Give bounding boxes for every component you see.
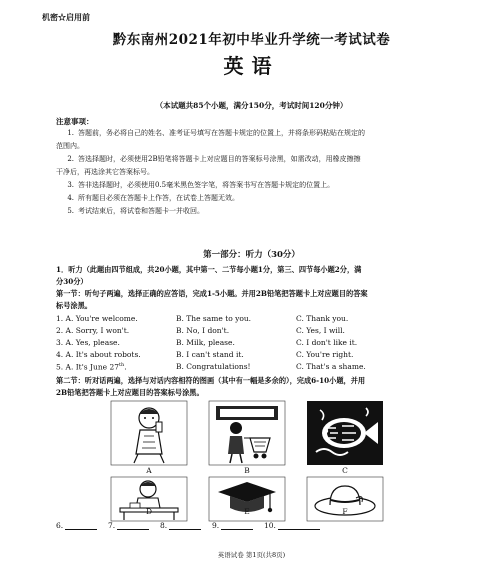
- option-a: 3. A. Yes, please.: [56, 338, 120, 347]
- question-intro: 1．听力（此题由四节组成，共20小题，其中第一、二节每小题1分，第三、四节每小题2分，满: [56, 265, 362, 274]
- answer-blank[interactable]: 8.: [160, 521, 201, 530]
- question-row: [56, 362, 456, 373]
- question-row: [56, 314, 456, 325]
- option-c: C. That's a shame.: [296, 362, 366, 371]
- note-item: 干净后，再选涂其它答案标号。: [56, 168, 154, 176]
- section2-instruction-cont: 2B铅笔把答题卡上对应题目的答案标号涂黑。: [56, 388, 204, 397]
- answer-blank[interactable]: 9.: [212, 521, 253, 530]
- answer-blanks: [56, 521, 366, 531]
- option-c: C. Yes, I will.: [296, 326, 345, 335]
- picture-label: A: [146, 466, 152, 475]
- option-a: 2. A. Sorry, I won't.: [56, 326, 130, 335]
- option-b: B. Congratulations!: [176, 362, 251, 371]
- note-item: 5. 考试结束后，将试卷和答题卡一并收回。: [67, 207, 204, 215]
- option-b: B. No, I don't.: [176, 326, 230, 335]
- question-row: [56, 338, 456, 349]
- notes-heading: 注意事项：: [56, 117, 94, 126]
- note-item: 3. 答非选择题时，必须使用0.5毫米黑色签字笔，将答案书写在答题卡规定的位置上。: [67, 181, 335, 189]
- option-a: 1. A. You're welcome.: [56, 314, 138, 323]
- option-c: C. You're right.: [296, 350, 354, 359]
- papercut-fish-icon: [306, 400, 384, 466]
- question-intro-cont: 分30分）: [56, 277, 88, 286]
- option-a: 5. A. It's June 27th.: [56, 362, 127, 372]
- section1-instruction: 第一节：听句子两遍，选择正确的应答语，完成1-5小题。并用2B铅笔把答题卡上对应题目的答案: [56, 289, 368, 298]
- note-item: 2. 答选择题时，必须使用2B铅笔将答题卡上对应题目的答案标号涂黑，如需改动，用橡皮擦擦: [67, 155, 361, 163]
- picture-label: B: [244, 466, 250, 475]
- student-drinking-icon: [110, 400, 188, 466]
- section1-instruction-cont: 标号涂黑。: [56, 301, 92, 310]
- exam-info: （本试题共85个小题，满分150分，考试时间120分钟）: [155, 101, 348, 110]
- question-row: [56, 326, 456, 337]
- picture-label: E: [244, 507, 250, 516]
- note-item: 范围内。: [56, 142, 84, 150]
- shopping-icon: [208, 400, 286, 466]
- page-footer: 英语试卷 第1页(共8页): [217, 551, 286, 559]
- answer-blank[interactable]: 7.: [108, 521, 149, 530]
- answer-blank[interactable]: 10.: [264, 521, 320, 530]
- note-item: 1. 答题前，务必将自己的姓名、准考证号填写在答题卡规定的位置上，并将条形码粘贴在规定的: [67, 129, 365, 137]
- option-b: B. Milk, please.: [176, 338, 235, 347]
- section2-instruction: 第二节：听对话两遍，选择与对话内容相符的图画（其中有一幅是多余的），完成6-10小题，并用: [56, 376, 366, 385]
- subject-title: 英语: [223, 54, 280, 78]
- option-b: B. The same to you.: [176, 314, 252, 323]
- option-b: B. I can't stand it.: [176, 350, 244, 359]
- exam-title: 黔东南州2021年初中毕业升学统一考试试卷: [112, 32, 391, 48]
- picture-label: D: [145, 507, 152, 516]
- picture-label: C: [342, 466, 348, 475]
- answer-blank[interactable]: 6.: [56, 521, 97, 530]
- part-heading: 第一部分：听力（30分）: [203, 250, 300, 260]
- option-c: C. Thank you.: [296, 314, 349, 323]
- note-item: 4. 所有题目必须在答题卡上作答，在试卷上答题无效。: [67, 194, 239, 202]
- option-c: C. I don't like it.: [296, 338, 358, 347]
- secret-mark: 机密☆启用前: [42, 12, 90, 22]
- picture-label: F: [342, 507, 348, 516]
- option-a: 4. A. It's about robots.: [56, 350, 141, 359]
- question-row: [56, 350, 456, 361]
